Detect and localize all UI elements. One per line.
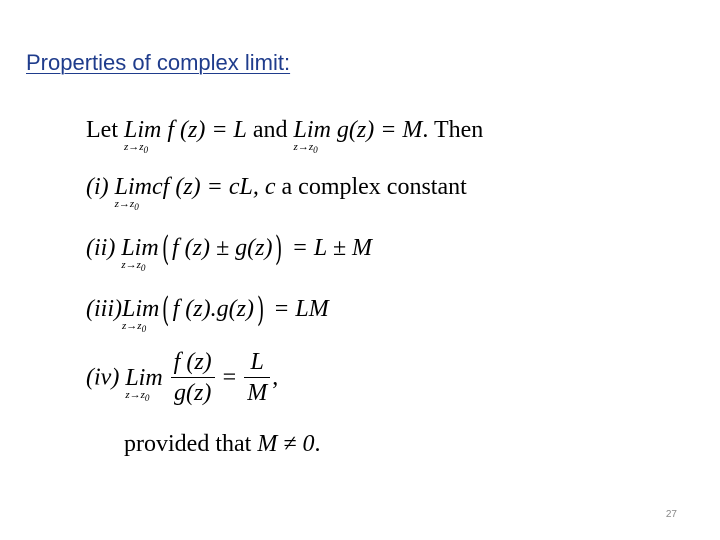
item4-numerator: f (z) — [171, 350, 215, 378]
intro-f-expression: f (z) = L — [167, 117, 247, 143]
limit-subscript-text: z→z — [114, 198, 135, 210]
limit-subscript-index: 0 — [140, 263, 146, 274]
limit-subscript — [115, 199, 139, 212]
item-label-i: (i) — [86, 174, 109, 200]
provided-line — [124, 432, 320, 456]
lim-word: Lim — [123, 117, 162, 143]
item1-constant-symbol: c — [264, 174, 276, 200]
limit-subscript — [124, 142, 148, 155]
let-word: Let — [86, 117, 118, 143]
lim-word: Lim — [293, 117, 331, 143]
limit-subscript-text: z→z — [122, 320, 142, 332]
right-paren: ) — [275, 229, 283, 269]
item1-expression: cf (z) = cL, — [152, 174, 259, 200]
provided-condition: M ≠ 0 — [257, 431, 315, 457]
item4-comma: , — [272, 364, 279, 391]
page-number: 27 — [665, 509, 677, 520]
limit-subscript — [122, 321, 146, 334]
limit-subscript — [121, 260, 145, 273]
intro-g-expression: g(z) = M — [336, 117, 423, 143]
item2-inner-expression: f (z) ± g(z) — [171, 235, 273, 261]
item4-left-fraction — [171, 350, 215, 405]
limit-subscript-index: 0 — [134, 202, 139, 213]
property-iii — [86, 290, 329, 335]
limit-subscript-index: 0 — [313, 145, 318, 156]
limit-subscript-text: z→z — [123, 141, 144, 153]
item3-rhs: = LM — [273, 296, 329, 322]
item-label-ii: (ii) — [86, 235, 116, 261]
lim-word: Lim — [114, 174, 153, 200]
item-label-iii: (iii) — [86, 296, 122, 322]
provided-end: . — [314, 431, 321, 457]
lim-word: Lim — [122, 296, 160, 322]
slide-heading: Properties of complex limit: — [26, 50, 291, 75]
item1-description: a complex constant — [281, 174, 467, 200]
and-word: and — [252, 117, 288, 143]
lim-word: Lim — [121, 235, 159, 261]
limit-subscript-text: z→z — [125, 388, 145, 401]
right-paren: ) — [256, 290, 265, 330]
limit-subscript — [125, 390, 149, 403]
item-label-iv: (iv) — [86, 364, 120, 391]
item4-right-numerator: L — [244, 350, 270, 378]
item4-right-denominator: M — [247, 380, 268, 406]
property-ii — [86, 229, 372, 274]
item2-rhs: = L ± M — [291, 235, 372, 261]
left-paren: ( — [162, 290, 170, 330]
item4-equals: = — [222, 364, 237, 391]
property-iv — [86, 350, 278, 405]
item4-right-fraction — [244, 350, 270, 405]
limit-subscript-text: z→z — [121, 259, 141, 271]
left-paren: ( — [161, 229, 169, 269]
then-word: . Then — [422, 117, 484, 143]
provided-text: provided that — [124, 431, 252, 457]
limit-subscript-index: 0 — [141, 324, 147, 335]
limit-subscript-text: z→z — [293, 141, 314, 153]
limit-subscript — [294, 142, 318, 155]
lim-word: Lim — [125, 364, 163, 391]
limit-subscript-index: 0 — [143, 145, 149, 156]
limit-subscript-index: 0 — [144, 392, 150, 403]
item3-inner-expression: f (z).g(z) — [172, 296, 254, 322]
item4-denominator: g(z) — [174, 380, 212, 406]
